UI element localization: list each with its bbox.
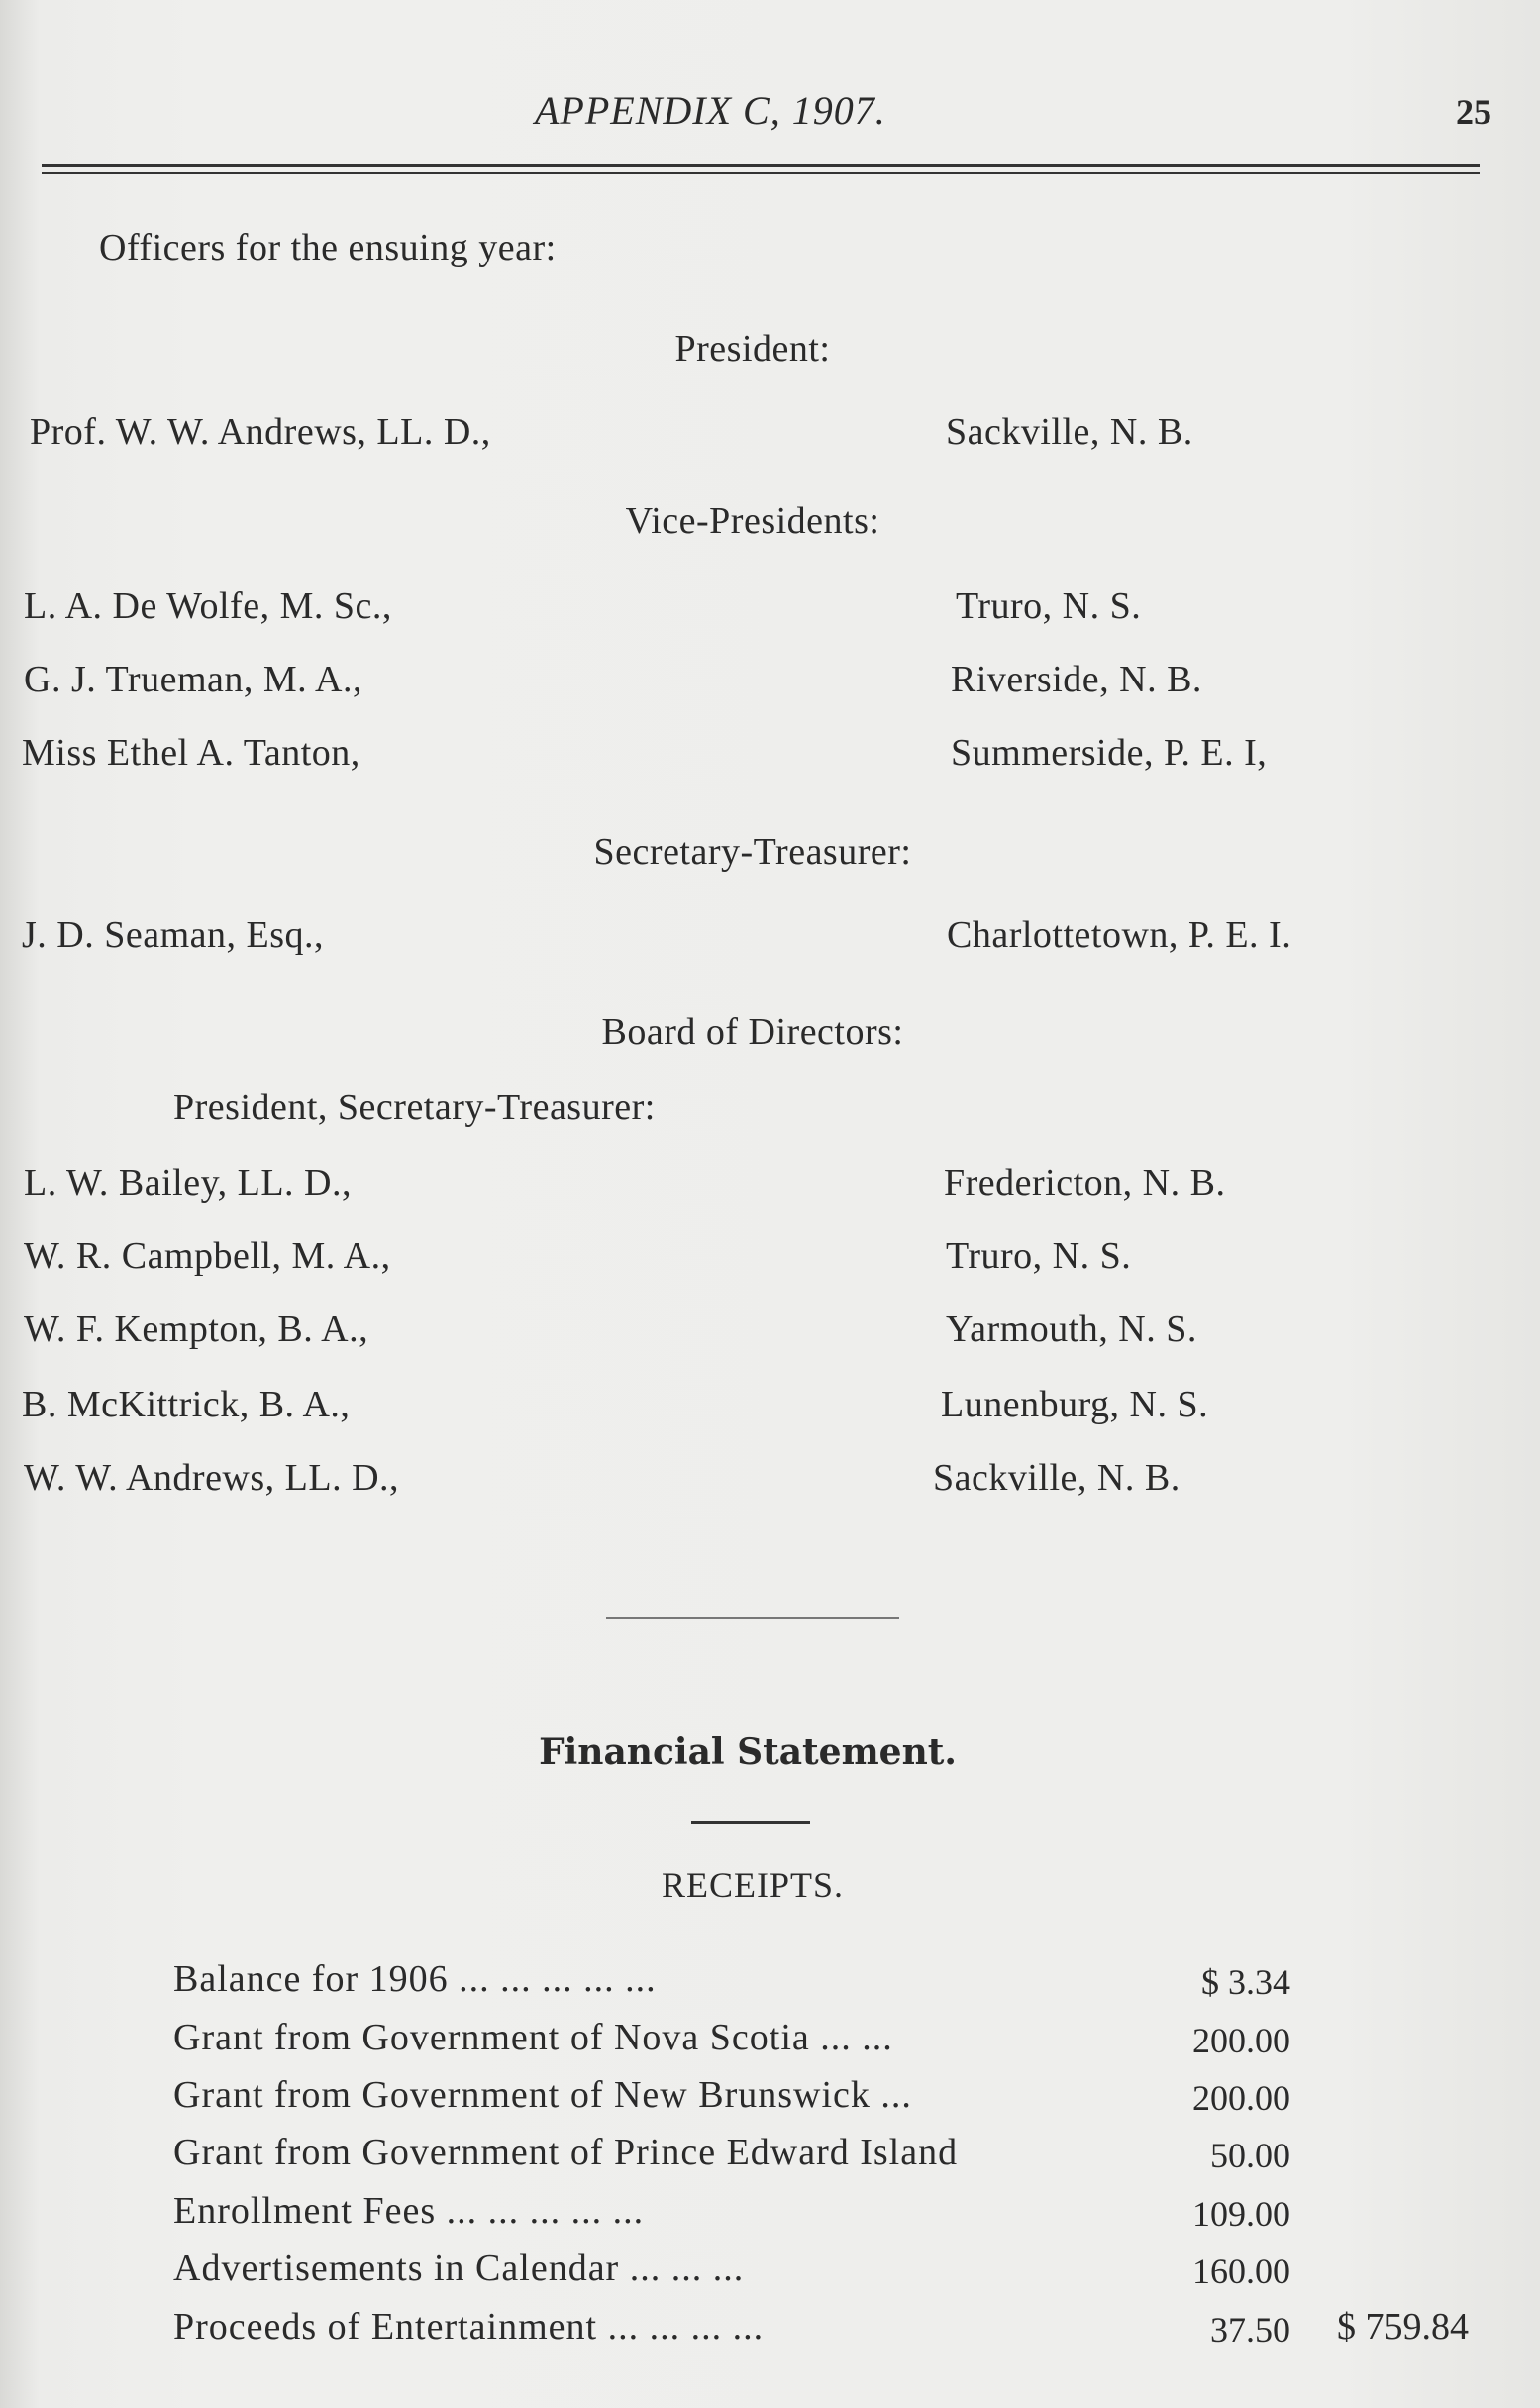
receipt-label: Grant from Government of Nova Scotia ... ... [173, 2017, 893, 2058]
director-name: L. W. Bailey, LL. D., [24, 1162, 352, 1204]
director-name: W. R. Campbell, M. A., [24, 1235, 391, 1277]
director-place: Fredericton, N. B. [944, 1162, 1226, 1204]
director-place: Yarmouth, N. S. [946, 1309, 1197, 1350]
receipt-label: Proceeds of Entertainment ... ... ... ... [173, 2306, 765, 2348]
receipts-heading: RECEIPTS. [661, 1865, 845, 1905]
director-place: Truro, N. S. [946, 1235, 1132, 1277]
receipt-label: Grant from Government of Prince Edward Island [173, 2132, 959, 2173]
page-number: 25 [1456, 92, 1491, 132]
board-intro: President, Secretary-Treasurer: [173, 1087, 656, 1128]
receipt-label: Grant from Government of New Brunswick ... [173, 2074, 912, 2116]
president-place: Sackville, N. B. [946, 411, 1193, 453]
header-rule-top [42, 164, 1480, 167]
director-name: W. F. Kempton, B. A., [24, 1309, 369, 1350]
director-place: Lunenburg, N. S. [941, 1384, 1209, 1425]
receipt-amount: 50.00 [1210, 2136, 1290, 2175]
vp-place: Truro, N. S. [956, 585, 1142, 627]
secretary-name: J. D. Seaman, Esq., [22, 914, 325, 956]
section-divider [606, 1617, 899, 1619]
director-name: W. W. Andrews, LL. D., [24, 1457, 400, 1499]
receipt-amount: 200.00 [1192, 2078, 1290, 2118]
vp-name: L. A. De Wolfe, M. Sc., [24, 585, 392, 627]
officers-intro: Officers for the ensuing year: [99, 227, 557, 268]
receipt-label: Advertisements in Calendar ... ... ... [173, 2248, 745, 2289]
director-place: Sackville, N. B. [933, 1457, 1181, 1499]
director-name: B. McKittrick, B. A., [22, 1384, 351, 1425]
vp-place: Summerside, P. E. I, [951, 732, 1268, 774]
header-rule-bottom [42, 172, 1480, 174]
president-heading: President: [674, 328, 831, 369]
vp-name: Miss Ethel A. Tanton, [22, 732, 360, 774]
running-header-title: APPENDIX C, 1907. [535, 88, 886, 133]
receipt-amount: 37.50 [1210, 2310, 1290, 2350]
receipt-amount: $ 3.34 [1201, 1962, 1290, 2002]
receipt-amount: 200.00 [1192, 2021, 1290, 2060]
receipt-amount: 160.00 [1192, 2251, 1290, 2291]
secretary-place: Charlottetown, P. E. I. [947, 914, 1292, 956]
receipt-amount: 109.00 [1192, 2194, 1290, 2234]
board-heading: Board of Directors: [601, 1011, 904, 1053]
vp-place: Riverside, N. B. [951, 659, 1202, 700]
secretary-treasurer-heading: Secretary-Treasurer: [593, 831, 912, 873]
vice-presidents-heading: Vice-Presidents: [625, 500, 880, 542]
receipt-label: Balance for 1906 ... ... ... ... ... [173, 1958, 657, 2000]
president-name: Prof. W. W. Andrews, LL. D., [30, 411, 491, 453]
receipts-total: $ 759.84 [1337, 2306, 1469, 2348]
receipt-label: Enrollment Fees ... ... ... ... ... [173, 2190, 645, 2232]
vp-name: G. J. Trueman, M. A., [24, 659, 362, 700]
financial-statement-title: Financial Statement. [539, 1731, 957, 1773]
title-underline [691, 1821, 810, 1824]
